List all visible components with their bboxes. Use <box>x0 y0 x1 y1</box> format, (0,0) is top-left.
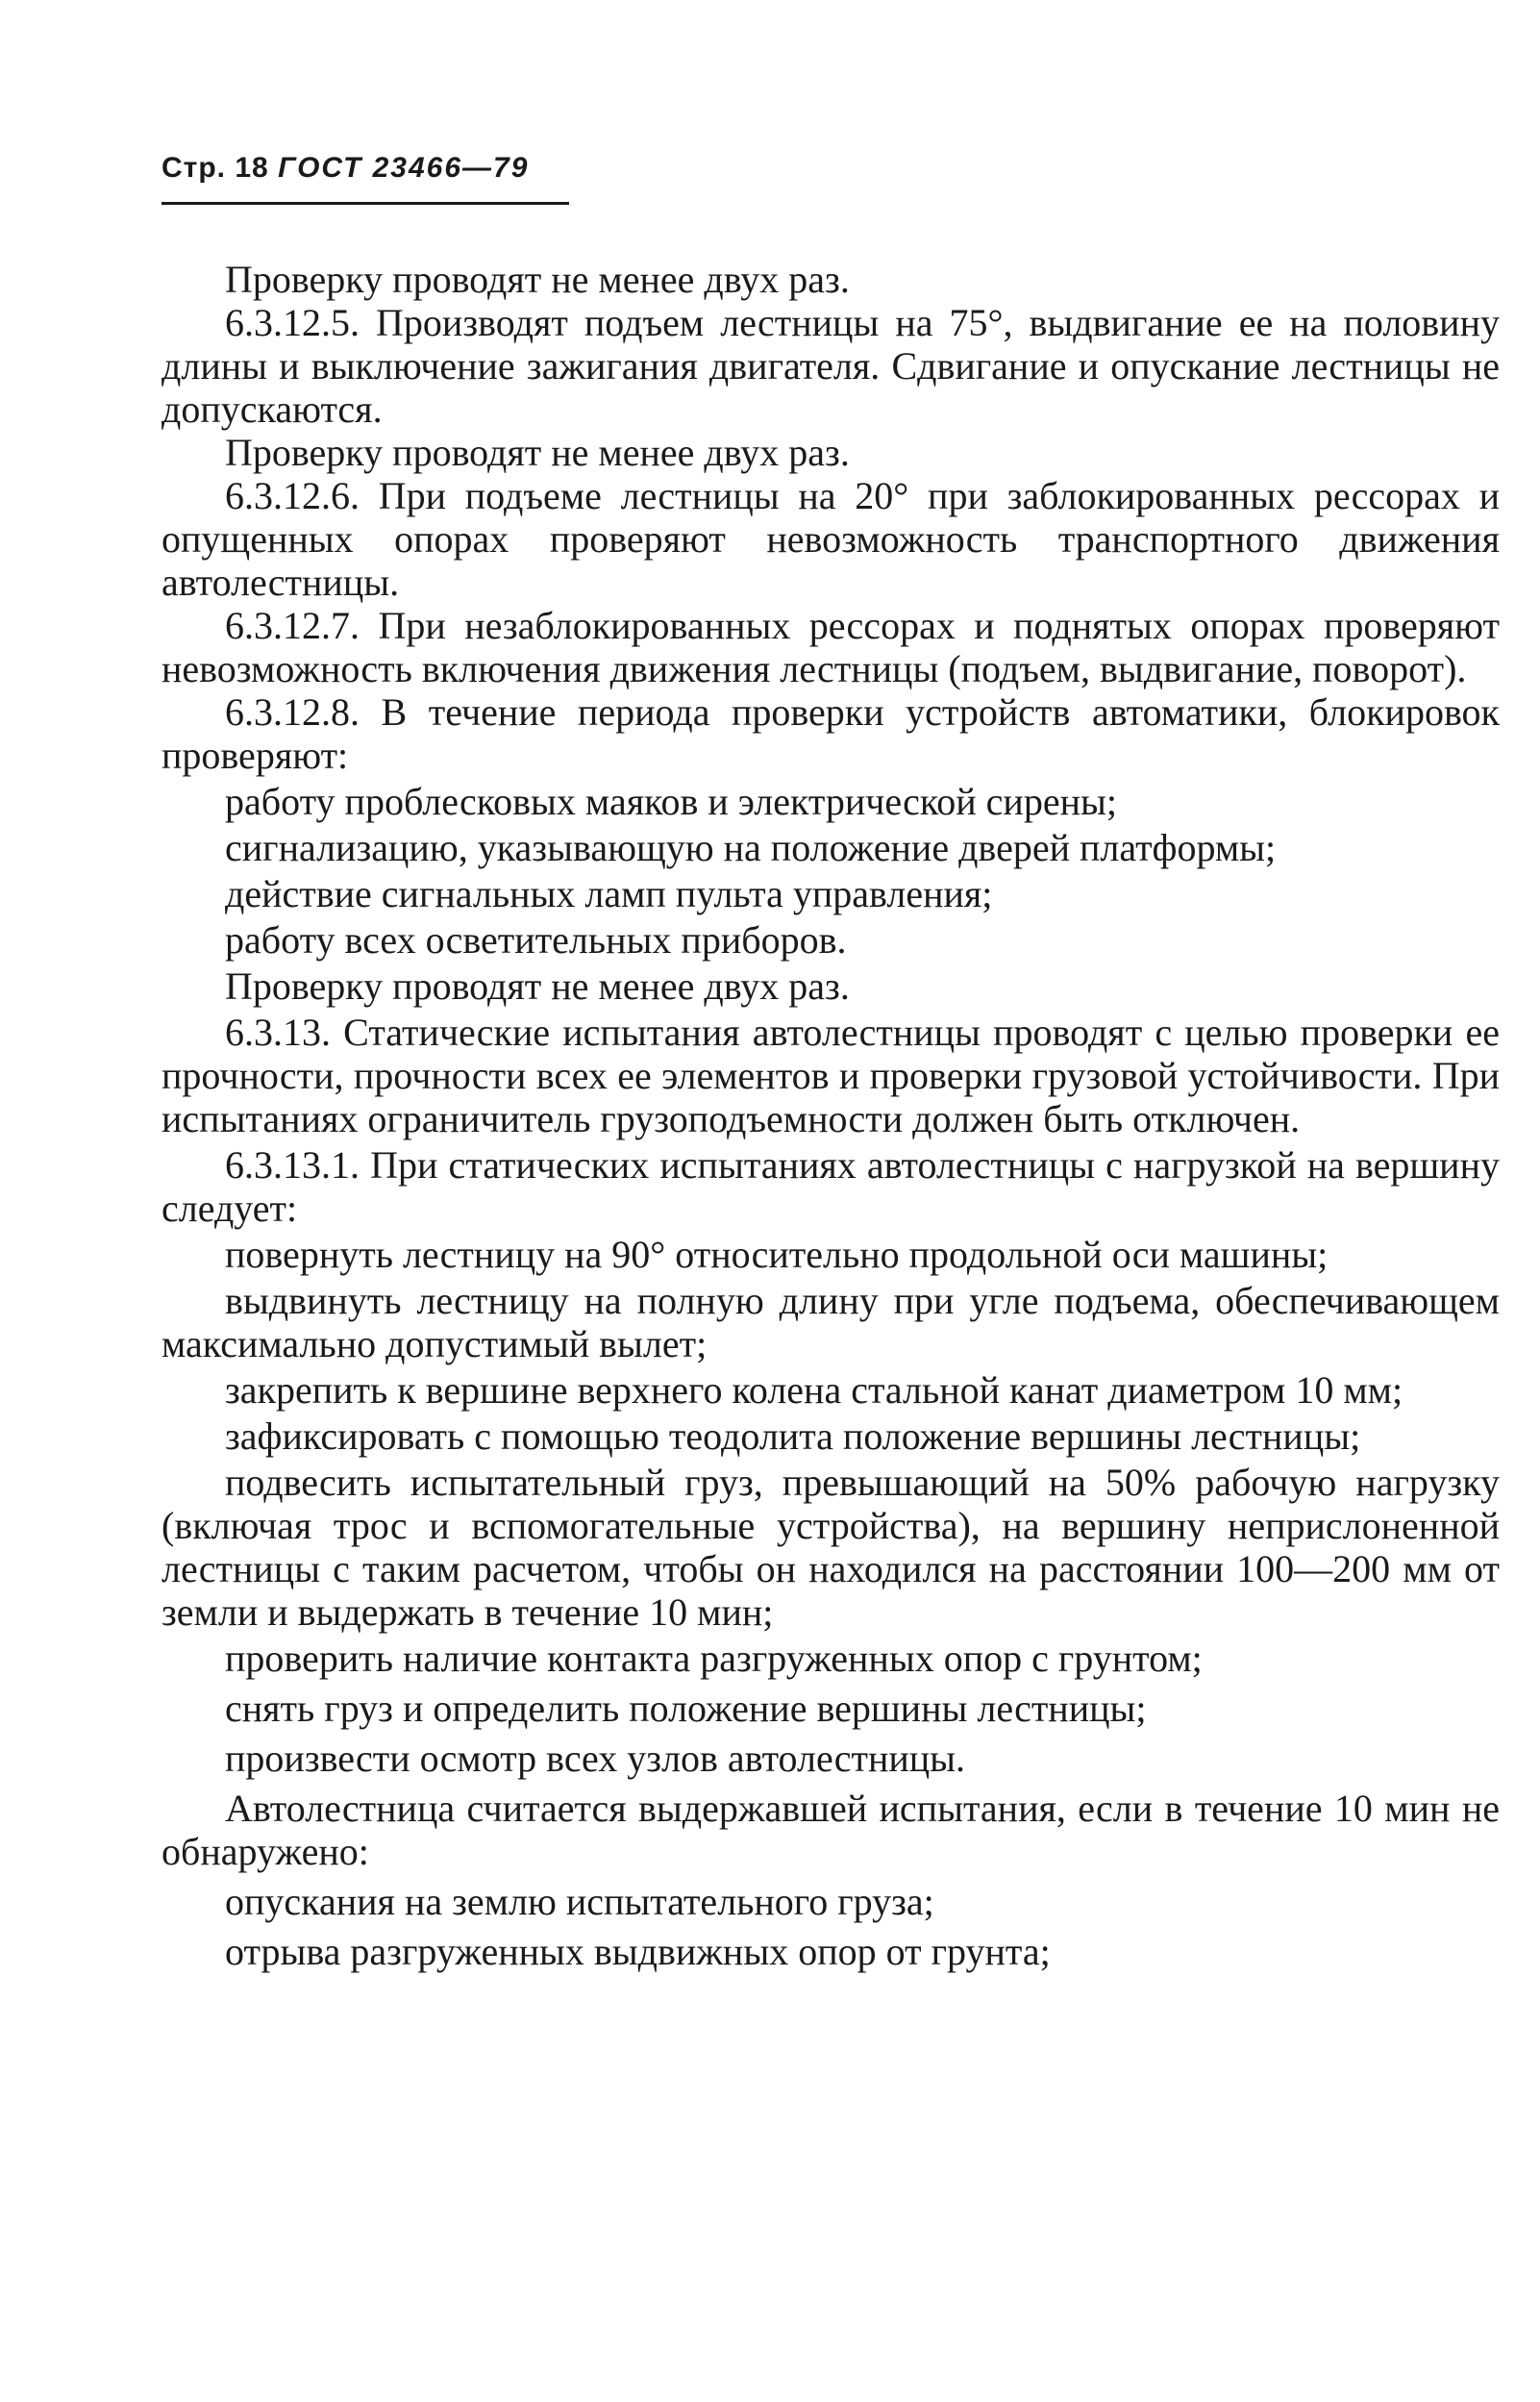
paragraph: Проверку проводят не менее двух раз. <box>225 431 850 474</box>
page-number-label: Стр. 18 <box>161 152 269 184</box>
clause-6-3-13: 6.3.13. Статические испытания автолестницы проводят с целью проверки ее прочности, прочности всех ее элементов и проверки грузовой устойчивости. При испытаниях ограничитель грузоподъемности должен быть отключен. <box>161 1011 1500 1140</box>
paragraph: Проверку проводят не менее двух раз. <box>225 964 850 1008</box>
paragraph: Проверку проводят не менее двух раз. <box>225 258 850 301</box>
list-item: подвесить испытательный груз, превышающий на 50% рабочую нагрузку (включая трос и вспомогательные устройства), на вершину неприслоненной лестницы с таким расчетом, чтобы он находился на расстоянии 100—200 мм от земли и выдержать в течение 10 мин; <box>161 1461 1500 1634</box>
list-item: произвести осмотр всех узлов автолестницы. <box>225 1737 966 1780</box>
list-item: снять груз и определить положение вершины лестницы; <box>225 1687 1147 1730</box>
list-item: отрыва разгруженных выдвижных опор от грунта; <box>225 1930 1051 1973</box>
body-text <box>161 258 1500 1973</box>
list-item: повернуть лестницу на 90° относительно продольной оси машины; <box>225 1233 1329 1276</box>
clause-6-3-12-7: 6.3.12.7. При незаблокированных рессорах и поднятых опорах проверяют невозможность включения движения лестницы (подъем, выдвигание, поворот). <box>161 604 1500 690</box>
list-item: закрепить к вершине верхнего колена стальной канат диаметром 10 мм; <box>225 1368 1403 1412</box>
list-item: зафиксировать с помощью теодолита положение вершины лестницы; <box>225 1414 1361 1458</box>
clause-6-3-12-6: 6.3.12.6. При подъеме лестницы на 20° при заблокированных рессорах и опущенных опорах проверяют невозможность транспортного движения автолестницы. <box>161 474 1500 604</box>
clause-6-3-12-5: 6.3.12.5. Производят подъем лестницы на 75°, выдвигание ее на половину длины и выключение зажигания двигателя. Сдвигание и опускание лестницы не допускаются. <box>161 301 1500 431</box>
header-rule <box>161 202 569 205</box>
list-item: проверить наличие контакта разгруженных опор с грунтом; <box>225 1637 1203 1680</box>
page-header <box>161 152 529 185</box>
paragraph: Автолестница считается выдержавшей испытания, если в течение 10 мин не обнаружено: <box>161 1787 1500 1873</box>
clause-6-3-12-8: 6.3.12.8. В течение периода проверки устройств автоматики, блокировок проверяют: <box>161 690 1500 777</box>
list-item: работу проблесковых маяков и электрической сирены; <box>225 780 1117 823</box>
standard-designation: ГОСТ 23466—79 <box>278 152 530 184</box>
list-item: выдвинуть лестницу на полную длину при угле подъема, обеспечивающем максимально допустимый вылет; <box>161 1279 1500 1365</box>
clause-6-3-13-1: 6.3.13.1. При статических испытаниях автолестницы с нагрузкой на вершину следует: <box>161 1143 1500 1230</box>
list-item: опускания на землю испытательного груза; <box>225 1880 934 1923</box>
list-item: сигнализацию, указывающую на положение дверей платформы; <box>225 826 1277 869</box>
list-item: работу всех осветительных приборов. <box>225 918 847 962</box>
list-item: действие сигнальных ламп пульта управления; <box>225 872 993 915</box>
